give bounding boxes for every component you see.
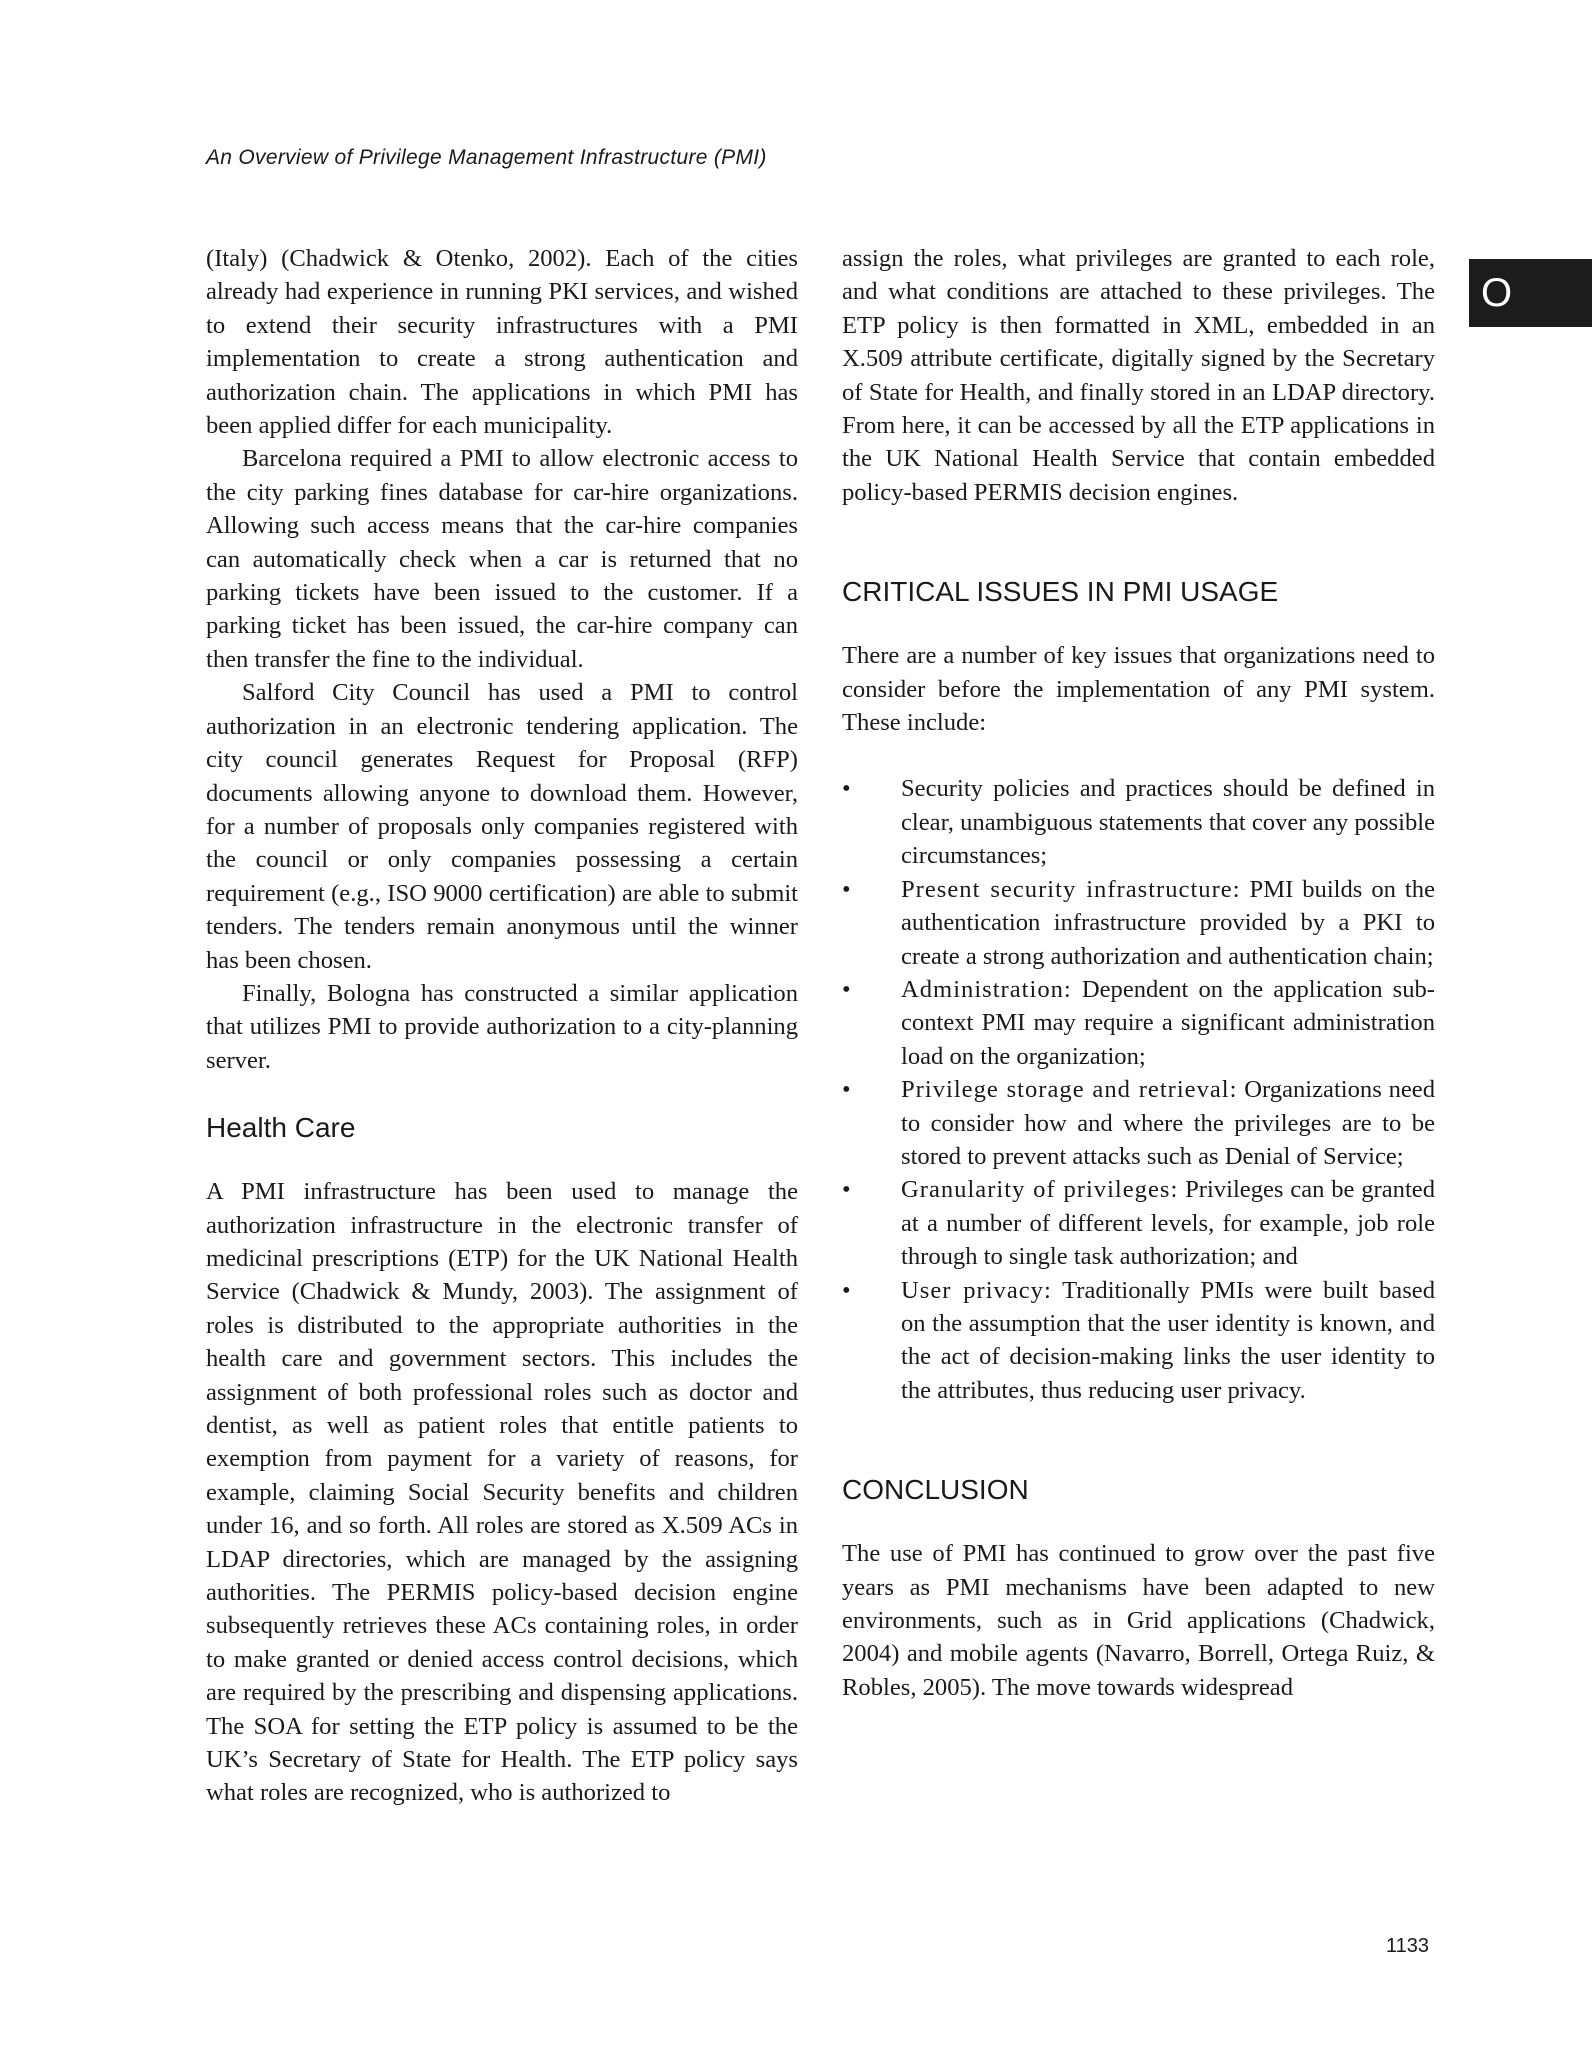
bullet-icon: • <box>842 1176 851 1204</box>
list-item-text: Dependent on the application sub-context PMI may require a significant administration load on the organization; <box>901 975 1435 1070</box>
bullet-icon: • <box>842 875 851 903</box>
list-item <box>842 873 1435 973</box>
paragraph-bologna: Finally, Bologna has constructed a similar application that utilizes PMI to provide authorization to a city-planning server. <box>206 979 798 1074</box>
list-item-term: Privilege storage and retrieval: <box>901 1076 1238 1104</box>
running-head: An Overview of Privilege Management Infrastructure (PMI) <box>206 146 767 169</box>
page-number: 1133 <box>1386 1935 1430 1957</box>
paragraph-critical-intro: There are a number of key issues that organizations need to consider before the implementation of any PMI system. These include: <box>842 642 1435 737</box>
list-item-term: Administration: <box>901 975 1072 1003</box>
bullet-icon: • <box>842 1076 851 1104</box>
list-item <box>842 772 1435 872</box>
bullet-icon: • <box>842 975 851 1003</box>
list-item-term: User privacy: <box>901 1276 1052 1304</box>
critical-issues-list <box>842 772 1435 1407</box>
list-item-text: Security policies and practices should be defined in clear, unambiguous statements that cover any possible circumstances; <box>901 775 1435 870</box>
paragraph-italy-cities: (Italy) (Chadwick & Otenko, 2002). Each of the cities already had experience in running PKI services, and wished to extend their security infrastructures with a PMI implementation to create a strong authentication and authorization chain. The applications in which PMI has been applied differ for each municipality. <box>206 245 798 440</box>
list-item-text: Traditionally PMIs were built based on the assumption that the user identity is known, and the act of decision-making links the user identity to the attributes, thus reducing user privacy. <box>901 1276 1435 1404</box>
list-item-text: Organizations need to consider how and where the privileges are to be stored to prevent attacks such as Denial of Service; <box>901 1076 1435 1170</box>
list-item <box>842 973 1435 1073</box>
critical-issues-heading: CRITICAL ISSUES IN PMI USAGE <box>842 576 1279 608</box>
health-care-heading: Health Care <box>206 1112 356 1144</box>
list-item <box>842 1173 1435 1273</box>
section-tab: O <box>1469 259 1592 327</box>
conclusion-heading: CONCLUSION <box>842 1474 1029 1506</box>
bullet-icon: • <box>842 775 851 803</box>
paragraph-health-care: A PMI infrastructure has been used to manage the authorization infrastructure in the electronic transfer of medicinal prescriptions (ETP) for the UK National Health Service (Chadwick & Mundy, 2003). The assignment of roles is distributed to the appropriate authorities in the health care and government sectors. This includes the assignment of both professional roles such as doctor and dentist, as well as patient roles that entitle patients to exemption from payment for a variety of reasons, for example, claiming Social Security benefits and children under 16, and so forth. All roles are stored as X.509 ACs in LDAP directories, which are managed by the assigning authorities. The PERMIS policy-based decision engine subsequently retrieves these ACs containing roles, in order to make granted or denied access control decisions, which are required by the prescribing and dispensing applications. The SOA for setting the ETP policy is assumed to be the UK’s Secretary of State for Health. The ETP policy says what roles are recognized, who is authorized to <box>206 1178 798 1807</box>
list-item-term: Granularity of privileges: <box>901 1176 1179 1204</box>
bullet-icon: • <box>842 1276 851 1304</box>
right-column <box>842 242 1435 1704</box>
left-column <box>206 242 798 1810</box>
list-item <box>842 1073 1435 1173</box>
paragraph-conclusion: The use of PMI has continued to grow over the past five years as PMI mechanisms have been adapted to new environments, such as in Grid applications (Chadwick, 2004) and mobile agents (Navarro, Borrell, Ortega Ruiz, & Robles, 2005). The move towards widespread <box>842 1540 1435 1701</box>
paragraph-salford: Salford City Council has used a PMI to control authorization in an electronic tendering application. The city council generates Request for Proposal (RFP) documents allowing anyone to download them. However, for a number of proposals only companies registered with the council or only companies possessing a certain requirement (e.g., ISO 9000 certification) are able to submit tenders. The tenders remain anonymous until the winner has been chosen. <box>206 679 798 974</box>
paragraph-etp-policy: assign the roles, what privileges are granted to each role, and what conditions are attached to these privileges. The ETP policy is then formatted in XML, embedded in an X.509 attribute certificate, digitally signed by the Secretary of State for Health, and finally stored in an LDAP directory. From here, it can be accessed by all the ETP applications in the UK National Health Service that contain embedded policy-based PERMIS decision engines. <box>842 245 1435 506</box>
list-item-text: Privileges can be granted at a number of different levels, for example, job role through to single task authorization; and <box>901 1176 1435 1271</box>
paragraph-barcelona: Barcelona required a PMI to allow electronic access to the city parking fines database for car-hire organizations. Allowing such access means that the car-hire companies can automatically check when a car is returned that no parking tickets have been issued to the customer. If a parking ticket has been issued, the car-hire company can then transfer the fine to the individual. <box>206 445 798 673</box>
list-item-term: Present security infrastructure: <box>901 875 1241 903</box>
list-item <box>842 1274 1435 1408</box>
list-item-text: PMI builds on the authentication infrastructure provided by a PKI to create a strong authorization and authentication chain; <box>901 875 1435 970</box>
